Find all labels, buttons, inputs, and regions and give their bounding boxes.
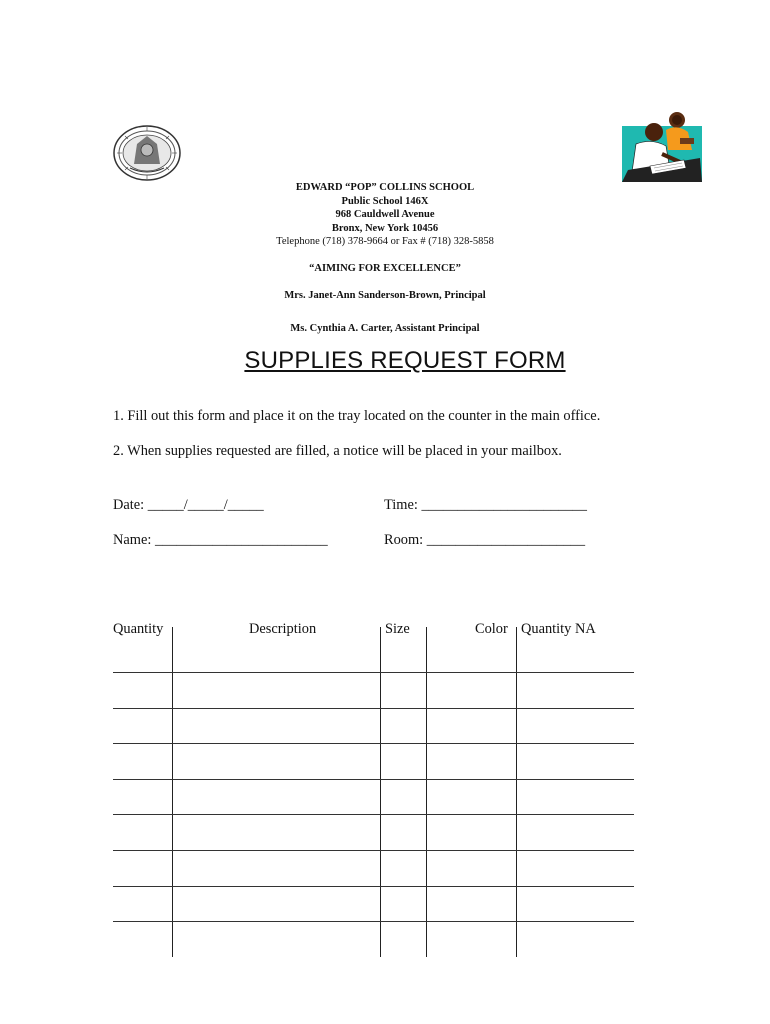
instruction-1: 1. Fill out this form and place it on the tray located on the counter in the main office. [113, 408, 601, 424]
room-field[interactable]: Room: ______________________ [384, 532, 586, 548]
instruction-2: 2. When supplies requested are filled, a notice will be placed in your mailbox. [113, 443, 562, 459]
school-motto: “AIMING FOR EXCELLENCE” [309, 263, 461, 274]
name-field[interactable]: Name: ________________________ [113, 532, 328, 548]
table-row[interactable] [113, 743, 634, 744]
school-city: Bronx, New York 10456 [331, 222, 439, 234]
school-phone: Telephone (718) 378-9664 or Fax # (718) 328-5858 [276, 236, 494, 248]
column-header-size: Size [385, 621, 410, 637]
table-row[interactable] [113, 850, 634, 851]
school-name: EDWARD “POP” COLLINS SCHOOL [295, 182, 475, 193]
column-header-description: Description [249, 621, 317, 637]
nyc-seal-icon [112, 124, 182, 182]
form-title: SUPPLIES REQUEST FORM [244, 347, 566, 374]
school-street: 968 Cauldwell Avenue [335, 209, 435, 221]
students-studying-icon [622, 110, 702, 182]
table-row[interactable] [113, 921, 634, 922]
school-header [0, 181, 770, 249]
table-row[interactable] [113, 672, 634, 673]
table-row[interactable] [113, 779, 634, 780]
table-row[interactable] [113, 814, 634, 815]
column-divider [380, 627, 381, 957]
column-divider [426, 627, 427, 957]
date-field[interactable]: Date: _____/_____/_____ [113, 497, 264, 513]
table-row[interactable] [113, 886, 634, 887]
column-header-quantity-na: Quantity NA [521, 621, 596, 637]
column-header-quantity: Quantity [113, 621, 164, 637]
assistant-principal-name: Ms. Cynthia A. Carter, Assistant Principal [290, 323, 480, 334]
column-header-color: Color [475, 621, 508, 637]
principal-name: Mrs. Janet-Ann Sanderson-Brown, Principal [284, 290, 486, 301]
school-number: Public School 146X [341, 195, 429, 207]
table-row[interactable] [113, 708, 634, 709]
column-divider [172, 627, 173, 957]
column-divider [516, 627, 517, 957]
time-field[interactable]: Time: _______________________ [384, 497, 587, 513]
